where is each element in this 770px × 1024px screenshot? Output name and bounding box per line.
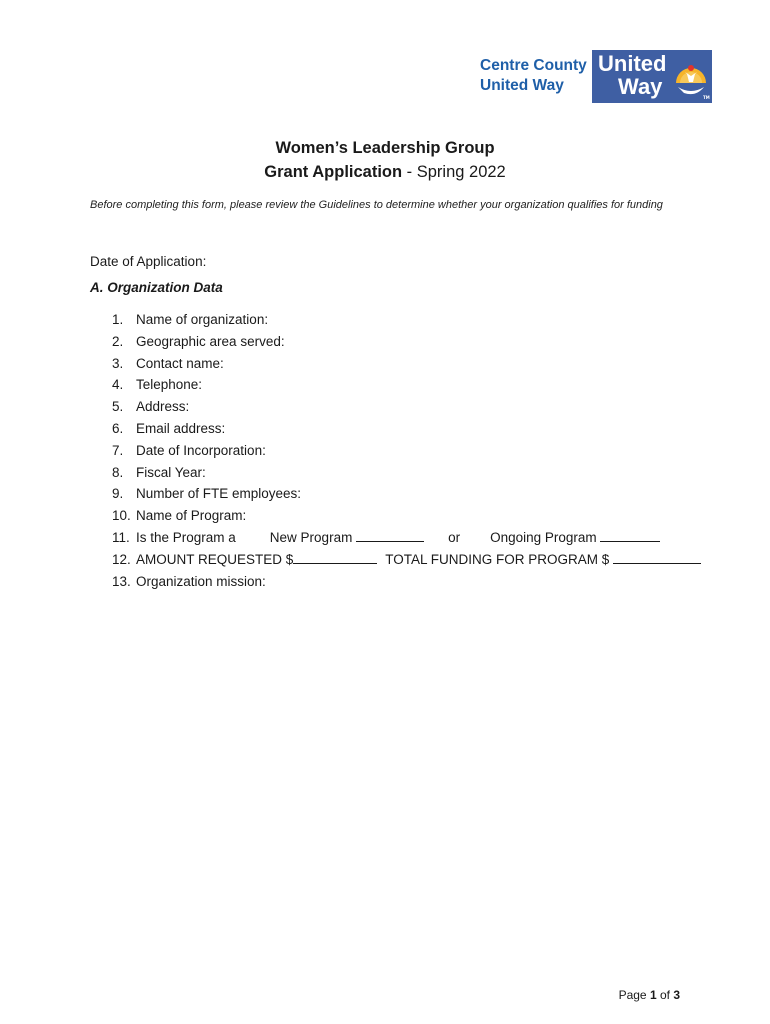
item-label: Name of Program: — [136, 508, 247, 524]
united-way-emblem-icon — [672, 53, 710, 100]
intro-text: Before completing this form, please review the Guidelines to determine whether your organization qualifies for funding — [90, 199, 663, 211]
list-item — [112, 374, 732, 396]
list-item — [112, 462, 732, 484]
item-number: 13. — [112, 573, 131, 589]
current-page: 1 — [649, 988, 657, 1002]
list-item — [112, 571, 732, 593]
document-subtitle — [0, 163, 770, 182]
date-of-application-label: Date of Application: — [90, 254, 207, 269]
organization-data-list — [112, 309, 732, 592]
program-type-item — [112, 527, 732, 549]
item-label: Geographic area served: — [136, 333, 285, 349]
item-number: 2. — [112, 333, 124, 349]
item-number: 6. — [112, 420, 124, 436]
item-number: 1. — [112, 312, 124, 327]
page-label: Page — [618, 988, 650, 1002]
item-label: Number of FTE employees: — [136, 486, 302, 502]
logo-box-line-1: United — [598, 51, 667, 76]
subtitle-rest: - Spring 2022 — [402, 163, 506, 181]
item-number: 11. — [112, 529, 130, 545]
item-label: Contact name: — [136, 355, 224, 371]
logo-box-line-2: Way — [618, 74, 663, 99]
item-label: Email address: — [136, 420, 226, 436]
total-pages: 3 — [673, 988, 680, 1002]
subtitle-bold: Grant Application — [264, 163, 403, 181]
amount-requested-blank[interactable] — [293, 550, 377, 564]
item-label: Organization mission: — [136, 573, 266, 589]
list-item — [112, 331, 732, 353]
item-number: 12. — [112, 551, 131, 567]
total-funding-label: TOTAL FUNDING FOR PROGRAM $ — [385, 551, 610, 567]
item-number: 9. — [112, 486, 124, 502]
page-number — [619, 988, 680, 1002]
list-item — [112, 483, 732, 505]
item-number: 5. — [112, 399, 124, 415]
item-label: Address: — [136, 399, 190, 415]
new-program-blank[interactable] — [356, 528, 424, 542]
list-item — [112, 309, 732, 331]
logo-line-2: United Way — [480, 77, 564, 94]
item-label: Name of organization: — [136, 312, 269, 327]
document-title: Women’s Leadership Group — [275, 139, 495, 157]
list-item — [112, 418, 732, 440]
logo-line-1: Centre County — [480, 57, 587, 74]
item-number: 3. — [112, 355, 124, 371]
logo-text — [480, 56, 588, 96]
item-label: Date of Incorporation: — [136, 442, 266, 458]
list-item — [112, 396, 732, 418]
united-way-logo — [480, 50, 712, 103]
or-text: or — [448, 529, 461, 545]
ongoing-program-option: Ongoing Program — [490, 529, 597, 545]
item-label: Is the Program a — [136, 529, 236, 545]
item-label: Telephone: — [136, 377, 203, 393]
total-funding-blank[interactable] — [613, 550, 701, 564]
new-program-option: New Program — [269, 529, 353, 545]
logo-box — [592, 50, 712, 103]
section-a-heading: A. Organization Data — [90, 280, 223, 295]
item-label: Fiscal Year: — [136, 464, 206, 480]
item-number: 7. — [112, 442, 124, 458]
item-number: 10. — [112, 508, 131, 524]
list-item — [112, 505, 732, 527]
list-item — [112, 353, 732, 375]
svg-text:TM: TM — [703, 95, 710, 100]
page-of: of — [656, 988, 674, 1002]
item-number: 4. — [112, 377, 124, 393]
amount-requested-label: AMOUNT REQUESTED $ — [136, 551, 294, 567]
list-item — [112, 440, 732, 462]
ongoing-program-blank[interactable] — [600, 528, 660, 542]
funding-item — [112, 549, 732, 571]
item-number: 8. — [112, 464, 124, 480]
